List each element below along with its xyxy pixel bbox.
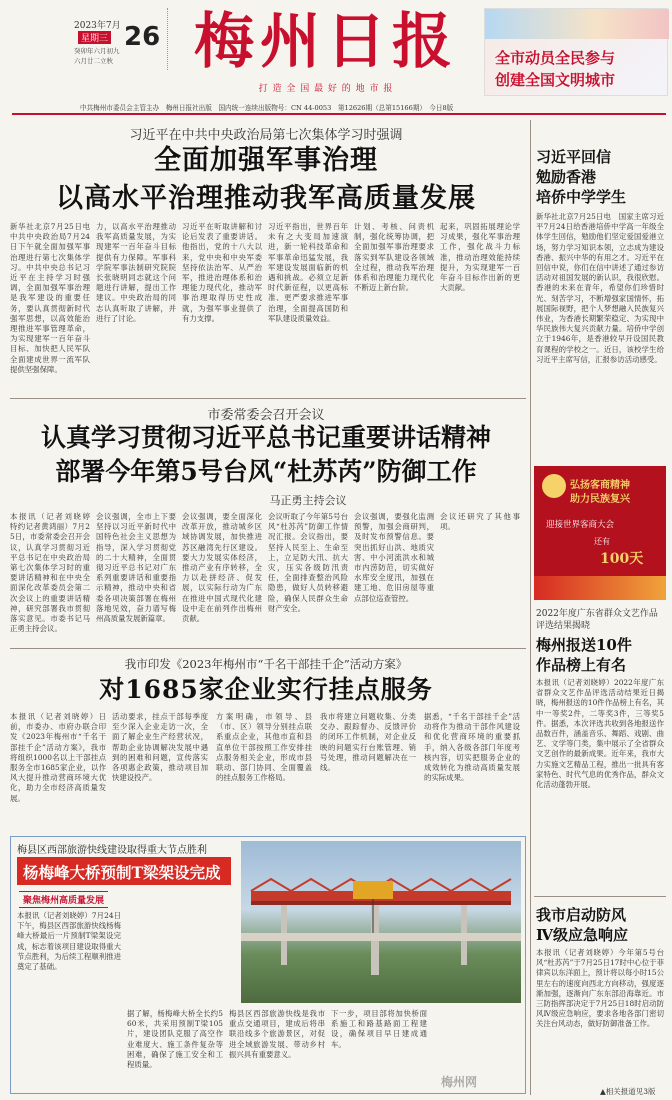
hakka-ad-emblem	[542, 474, 566, 498]
related-report-note: ▲相关报道见3版	[600, 1087, 656, 1096]
article4-col-3: 梅县区西部旅游快线是我市重点交通项目，建成后将串联沿线多个旅游景区，对促进全域旅游发展、带动乡村振兴具有重要意义。	[229, 1009, 325, 1059]
article1-col-3: 习近平在听取讲解和讨论后发表了重要讲话。他指出，党的十八大以来，党中央和中央军委坚持依法治军、从严治军，推进治理体系和治理能力现代化，推动军事治理取得历史性成就，为强军事业提供了有力支撑。	[182, 222, 262, 323]
article4-col-2: 据了解，杨梅峰大桥全长约560米，共采用预制T梁105片，建设团队克服了高空作业难度大、施工条件复杂等困难，确保了施工安全和工程质量。	[127, 1009, 223, 1070]
hakka-ad-count-label: 还有	[594, 537, 610, 546]
article4-headline: 杨梅峰大桥预制T梁架设完成	[23, 863, 221, 882]
article3-col-2: 活动要求，挂点干部每季度至少深入企业走访一次，全面了解企业生产经营状况，帮助企业协调解决发展中遇到的困难和问题，宣传落实各项惠企政策，推动项目加快建设投产。	[112, 712, 208, 783]
right-article-body: 新华社北京7月25日电 国家主席习近平7月24日给香港培侨中学高一年级全体学生回信，勉励他们坚定爱国爱港立场，努力学习知识本领，立志成为建设香港、振兴中华的有用之才。习近平在回信中说，你们在信中讲述了通过参访活动对祖国发展的新认识，我很欣慰。香港的未来在青年，希望你们珍惜时光、刻苦学习，不断增强家国情怀，拓展国际视野，把个人梦想融入民族复兴伟业，为香港长期繁荣稳定、为实现中华民族伟大复兴贡献力量。培侨中学创立于1946年，是香港较早开设国民教育课程的学校之一。近日，该校学生给习近平主席写信，汇报参访活动感受。	[536, 212, 664, 364]
day-number: 26	[124, 22, 161, 52]
hakka-ad-count: 100天	[600, 551, 644, 567]
hakka-ad-bottom-band	[534, 576, 666, 600]
article1-col-6: 起来，巩固拓展理论学习成果，强化军事治理工作，强化战斗力标准，推动治理效能持续提升，为实现建军一百年奋斗目标作出新的更大贡献。	[440, 222, 520, 293]
article-enterprise-service	[8, 652, 524, 832]
article2-headline-2: 部署今年第5号台风“杜苏芮”防御工作	[55, 457, 477, 486]
article4-tag: 聚焦梅州高质量发展	[19, 891, 108, 908]
article1-col-1: 新华社北京7月25日电 中共中央政治局7月24日下午就全面加强军事治理进行第七次集体学习。中共中央总书记习近平在主持学习时强调，全面加强军事治理是我军建设的重要任务，要认真贯彻新时代强军思想，以高效能治理推进军事管理革命，为实现建军一百年奋斗目标、加快把人民军队全面建成世界一流军队提供坚强保障。	[10, 222, 98, 374]
article3-col-5: 据悉，“千名干部挂千企”活动将作为推动干部作风建设和优化营商环境的重要抓手，纳入各级各部门年度考核内容，切实把服务企业的成效转化为推动高质量发展的实际成果。	[424, 712, 520, 783]
article1-col-4: 习近平指出，世界百年未有之大变局加速演进，新一轮科技革命和军事革命迅猛发展，我军建设发展面临新的机遇和挑战。必须立足新时代新征程，以更高标准、更严要求推进军事治理，全面提高国防和军队建设质量效益。	[268, 222, 348, 323]
civilization-ad	[484, 8, 668, 96]
article1-col-2: 力，以高水平治理推动我军高质量发展，为实现建军一百年奋斗目标提供有力保障。军事科学院军事法制研究院院长张晓明同志就这个问题进行讲解，提出工作建议。中央政治局的同志认真听取了讲解，并进行了讨论。	[96, 222, 176, 323]
bridge-photo	[241, 841, 521, 1003]
ad-line-2: 创建全国文明城市	[495, 71, 616, 89]
article3-col-1: 本报讯（记者刘晓婷）日前，市委办、市府办联合印发《2023年梅州市“千名干部挂千企”活动方案》，我市将组织1000名以上干部挂点服务全市1685家企业，以作风大提升推动营商环境大优化，助力全市经济高质量发展。	[10, 712, 106, 803]
article2-col-3: 会议强调，要全面深化改革开放，推动城乡区域协调发展，加快推进苏区融湾先行区建设。要大力发展实体经济，推动产业有序转移，全力以赴拼经济、促发展，以实际行动为广东在推进中国式现代化建设中走在前列作出梅州贡献。	[182, 512, 262, 624]
article1-headline-1: 全面加强军事治理	[154, 145, 378, 176]
article2-headline-1: 认真学习贯彻习近平总书记重要讲话精神	[40, 423, 491, 452]
right-headline-2: 勉励香港	[536, 168, 597, 186]
divider-2	[10, 648, 526, 649]
article1-headline-2: 以高水平治理推动我军高质量发展	[56, 183, 476, 214]
right-divider-2	[534, 896, 666, 897]
ad-line-1: 全市动员全民参与	[495, 49, 616, 67]
right-headline-3: 培侨中学学生	[536, 188, 627, 206]
newspaper-slogan: 打 造 全 国 最 好 的 地 市 报	[258, 84, 394, 94]
hakka-ad-line-1: 弘扬客商精神	[570, 480, 630, 491]
divider-1	[10, 398, 526, 399]
article4-kicker: 梅县区西部旅游快线建设取得重大节点胜利	[17, 845, 207, 856]
article2-subhead: 马正勇主持会议	[269, 494, 347, 507]
article2-col-1: 本报讯（记者刘晓婷 特约记者黄鸿丽）7月25日，市委常委会召开会议，认真学习贯彻习近平总书记在中央政治局第七次集体学习时的重要讲话精神和在中央全面深化改革委员会第二次会议上的重要讲话精神，研究部署我市贯彻落实意见。市委书记马正勇主持会议。	[10, 512, 98, 634]
hakka-ad-small: 迎接世界客商大会	[546, 520, 615, 530]
article1-kicker: 习近平在中共中央政治局第七次集体学习时强调	[129, 128, 403, 143]
lunar-date: 癸卯年六月初九	[74, 47, 120, 55]
ad-graphic	[485, 9, 669, 39]
hakka-ad-line-2: 助力民族复兴	[570, 494, 630, 505]
hakka-ad	[534, 466, 666, 600]
publication-info-bar: 中共梅州市委员会主管主办 梅州日报社出版 国内统一连续出版物号：CN 44-0053 第12626期（总第15166期） 今日8版	[80, 104, 454, 112]
culture-headline-1: 梅州报送10件	[536, 636, 632, 654]
right-headline-1: 习近平回信	[536, 148, 612, 166]
article-typhoon-meeting	[8, 400, 524, 644]
article4-col-1: 本报讯（记者刘晓婷）7月24日下午，梅县区西部旅游快线杨梅峰大桥最后一片预制T梁架设完成，标志着该项目建设取得重大节点胜利，为后续工程顺利推进奠定了基础。	[17, 911, 121, 972]
masthead	[0, 0, 672, 118]
article2-col-2: 会议强调，全市上下要坚持以习近平新时代中国特色社会主义思想为指导，深入学习贯彻党的二十大精神，全面贯彻习近平总书记对广东系列重要讲话和重要指示精神，推动中央和省委各项决策部署在梅州落地见效，奋力谱写梅州高质量发展新篇章。	[96, 512, 176, 624]
article4-headline-box	[17, 857, 231, 885]
article2-col-5: 会议强调，要强化监测预警，加强会商研判，及时发布预警信息。要突出抓好山洪、地质灾害、中小河流洪水和城市内涝防范，切实做好水库安全度汛，加强在建工地、危旧房屋等重点部位巡查管控。	[354, 512, 434, 603]
bridge-crane-illustration	[241, 841, 521, 1003]
culture-body: 本报讯（记者刘晓婷）2022年度广东省群众文艺作品评选活动结果近日揭晓，梅州报送的10件作品榜上有名，其中一等奖2件，二等奖3件，三等奖5件。据悉，本次评选共收到各地报送作品数百件，涵盖音乐、舞蹈、戏剧、曲艺、文学等门类，集中展示了全省群众文艺创作的最新成果。近年来，我市大力实施文艺精品工程，推出一批具有客家特色、时代气息的优秀作品，群众文化活动蓬勃开展。	[536, 678, 664, 790]
typhoon-headline-1: 我市启动防风	[536, 906, 627, 924]
date-weekday: 星期三	[78, 31, 111, 44]
typhoon-headline-2: Ⅳ级应急响应	[536, 926, 629, 944]
article2-col-6: 会议还研究了其他事项。	[440, 512, 520, 532]
article1-col-5: 计划、考核、问责机制，强化统筹协调，把全面加强军事治理要求落实到军队建设各领域全过程，推动我军治理体系和治理能力现代化不断迈上新台阶。	[354, 222, 434, 293]
typhoon-body: 本报讯（记者刘晓婷）今年第5号台风“杜苏芮”于7月25日17时中心位于菲律宾以东洋面上，预计将以每小时15公里左右的速度向西北方向移动，强度逐渐加强，逐渐向广东东部沿海靠近。市三防指挥部决定于7月25日18时启动防风Ⅳ级应急响应，要求各地各部门密切关注台风动态，做好防御准备工作。	[536, 948, 664, 1029]
solar-term: 六月廿二立秋	[74, 57, 113, 65]
newspaper-title: 梅州日报	[194, 7, 458, 77]
right-column	[534, 120, 668, 1098]
culture-headline-2: 作品榜上有名	[536, 656, 627, 674]
article3-col-3: 方案明确，市领导、县（市、区）领导分别挂点联系重点企业，其他市直和县直单位干部按照工作安排挂点服务相关企业，形成市县联动、部门协同、全面覆盖的挂点服务工作格局。	[216, 712, 312, 783]
article-bridge	[10, 836, 526, 1094]
article4-col-4: 下一步，项目部将加快桥面系施工和路基路面工程建设，确保项目早日建成通车。	[331, 1009, 427, 1049]
masthead-rule	[12, 113, 666, 115]
right-column-divider	[530, 120, 531, 1095]
article3-kicker: 我市印发《2023年梅州市“千名干部挂千企”活动方案》	[124, 657, 408, 671]
article-military-governance	[8, 120, 524, 396]
article3-col-4: 我市将建立问题收集、分类交办、跟踪督办、反馈评价的闭环工作机制，对企业反映的问题实行台账管理、销号处理，推动问题解决在一线。	[320, 712, 416, 773]
watermark: 梅州网	[441, 1075, 478, 1089]
article2-col-4: 会议听取了今年第5号台风“杜苏芮”防御工作情况汇报。会议指出，要坚持人民至上、生命至上，立足防大汛、抗大灾，压实各级防汛责任，全面排查整治风险隐患，做好人员转移避险，确保人民群众生命财产安全。	[268, 512, 348, 613]
article2-kicker: 市委常委会召开会议	[207, 408, 325, 423]
date-year-month: 2023年7月	[74, 21, 121, 31]
date-box	[56, 8, 168, 70]
article3-headline: 对1685家企业实行挂点服务	[99, 675, 433, 704]
culture-kicker: 2022年度广东省群众文艺作品评选结果揭晓	[536, 609, 658, 631]
